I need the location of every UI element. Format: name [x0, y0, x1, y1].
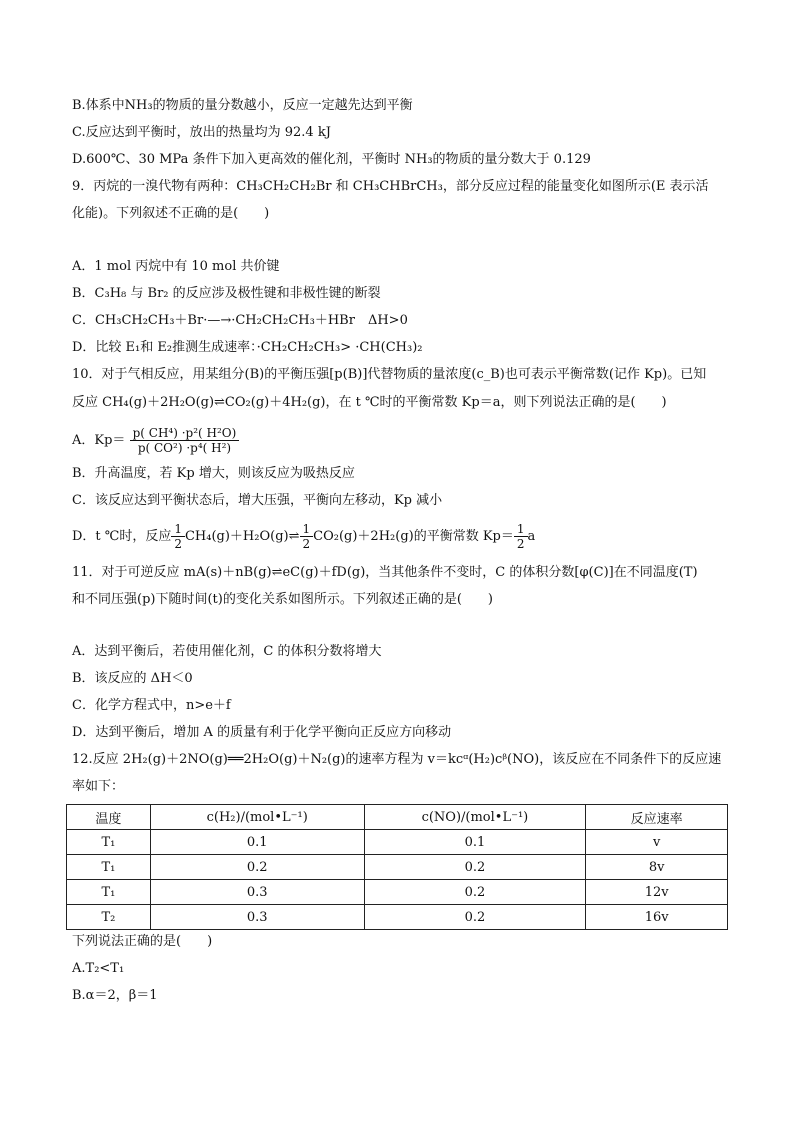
- cell-c-h2: 0.3: [150, 880, 364, 905]
- q10-option-b: B．升高温度，若 Kp 增大，则该反应为吸热反应: [72, 466, 355, 481]
- half-fraction-3: [514, 522, 528, 551]
- q12-option-a: A.T₂<T₁: [72, 961, 125, 976]
- q8-option-b: B.体系中NH₃的物质的量分数越小，反应一定越先达到平衡: [72, 98, 413, 113]
- q10-option-d: [72, 518, 535, 556]
- q12-option-b: B.α＝2，β＝1: [72, 988, 158, 1003]
- q12-after-table: 下列说法正确的是( ): [72, 934, 213, 949]
- q11-stem-line2: 和不同压强(p)下随时间(t)的变化关系如图所示。下列叙述正确的是( ): [72, 592, 493, 607]
- cell-c-no: 0.2: [364, 855, 586, 880]
- q9-stem-line1: 9．丙烷的一溴代物有两种：CH₃CH₂CH₂Br 和 CH₃CHBrCH₃，部分反应过程的能量变化如图所示(E 表示活: [72, 179, 709, 194]
- q10-d-mid2: CO₂(g)＋2H₂(g)的平衡常数 Kp＝: [313, 529, 514, 544]
- cell-rate: v: [586, 830, 728, 855]
- q12-stem-line1: 12.反应 2H₂(g)＋2NO(g)══2H₂O(g)＋N₂(g)的速率方程为 v＝kcᵅ(H₂)cᵝ(NO)，该反应在不同条件下的反应速: [72, 752, 722, 767]
- half-den-1: 2: [174, 537, 182, 551]
- q8-option-c: C.反应达到平衡时，放出的热量均为 92.4 kJ: [72, 125, 331, 140]
- q9-option-d: D．比较 E₁和 E₂推测生成速率：·CH₂CH₂CH₃> ·CH(CH₃)₂: [72, 340, 423, 355]
- q10-stem-line2: 反应 CH₄(g)＋2H₂O(g)⇌CO₂(g)＋4H₂(g)，在 t ℃时的平衡常数 Kp＝a，则下列说法正确的是( ): [72, 395, 667, 410]
- q11-option-c: C．化学方程式中，n>e＋f: [72, 698, 231, 713]
- q9-option-a: A．1 mol 丙烷中有 10 mol 共价键: [72, 259, 280, 274]
- kp-numerator: p( CH⁴) ·p²( H²O): [130, 426, 240, 441]
- half-num-2: 1: [300, 522, 314, 537]
- cell-rate: 12v: [586, 880, 728, 905]
- cell-rate: 16v: [586, 905, 728, 930]
- q11-option-b: B．该反应的 ΔH＜0: [72, 671, 193, 686]
- q8-option-d: D.600℃、30 MPa 条件下加入更高效的催化剂，平衡时 NH₃的物质的量分数大于 0.129: [72, 152, 591, 167]
- q10-d-mid1: CH₄(g)＋H₂O(g)⇌: [184, 529, 300, 544]
- header-temperature: 温度: [67, 805, 151, 830]
- q11-stem-line1: 11．对于可逆反应 mA(s)＋nB(g)⇌eC(g)＋fD(g)，当其他条件不变时，C 的体积分数[φ(C)]在不同温度(T): [72, 565, 698, 580]
- table-header-row: [67, 805, 728, 830]
- q10-d-prefix: D．t ℃时，反应: [72, 529, 172, 544]
- cell-c-h2: 0.1: [150, 830, 364, 855]
- kp-fraction: [130, 426, 240, 455]
- q10-option-c: C．该反应达到平衡状态后，增大压强，平衡向左移动，Kp 减小: [72, 493, 443, 508]
- table-row: [67, 855, 728, 880]
- kp-denominator: p( CO²) ·p⁴( H²): [137, 441, 232, 455]
- half-den-3: 2: [516, 537, 525, 551]
- header-rate: 反应速率: [586, 805, 728, 830]
- header-c-h2: c(H₂)/(mol•L⁻¹): [150, 805, 364, 830]
- half-fraction-2: [300, 522, 314, 551]
- half-den-2: 2: [302, 537, 311, 551]
- cell-temperature: T₁: [67, 830, 151, 855]
- q10-stem-line1: 10．对于气相反应，用某组分(B)的平衡压强[p(B)]代替物质的量浓度(c_B)也可表示平衡常数(记作 Kp)。已知: [72, 367, 707, 382]
- cell-c-no: 0.2: [364, 905, 586, 930]
- rate-table: [66, 804, 728, 930]
- q12-stem-line2: 率如下：: [72, 779, 125, 794]
- q9-option-b: B．C₃H₈ 与 Br₂ 的反应涉及极性键和非极性键的断裂: [72, 286, 381, 301]
- cell-temperature: T₂: [67, 905, 151, 930]
- q9-option-c: C．CH₃CH₂CH₃＋Br·—→·CH₂CH₂CH₃＋HBr ΔH>0: [72, 313, 408, 328]
- cell-rate: 8v: [586, 855, 728, 880]
- half-num-3: 1: [514, 522, 528, 537]
- q9-stem-line2: 化能)。下列叙述不正确的是( ): [72, 206, 270, 221]
- half-num-1: 1: [171, 522, 185, 537]
- q10-a-prefix: A．Kp＝: [72, 433, 126, 448]
- cell-c-h2: 0.3: [150, 905, 364, 930]
- table-row: [67, 880, 728, 905]
- cell-c-no: 0.2: [364, 880, 586, 905]
- cell-c-h2: 0.2: [150, 855, 364, 880]
- header-c-no: c(NO)/(mol•L⁻¹): [364, 805, 586, 830]
- cell-temperature: T₁: [67, 880, 151, 905]
- q11-option-a: A．达到平衡后，若使用催化剂，C 的体积分数将增大: [72, 644, 382, 659]
- table-row: [67, 905, 728, 930]
- q11-option-d: D．达到平衡后，增加 A 的质量有利于化学平衡向正反应方向移动: [72, 725, 452, 740]
- half-fraction-1: [171, 522, 185, 551]
- table-row: [67, 830, 728, 855]
- cell-c-no: 0.1: [364, 830, 586, 855]
- q10-d-end: a: [527, 529, 536, 544]
- cell-temperature: T₁: [67, 855, 151, 880]
- q10-option-a: [72, 422, 239, 460]
